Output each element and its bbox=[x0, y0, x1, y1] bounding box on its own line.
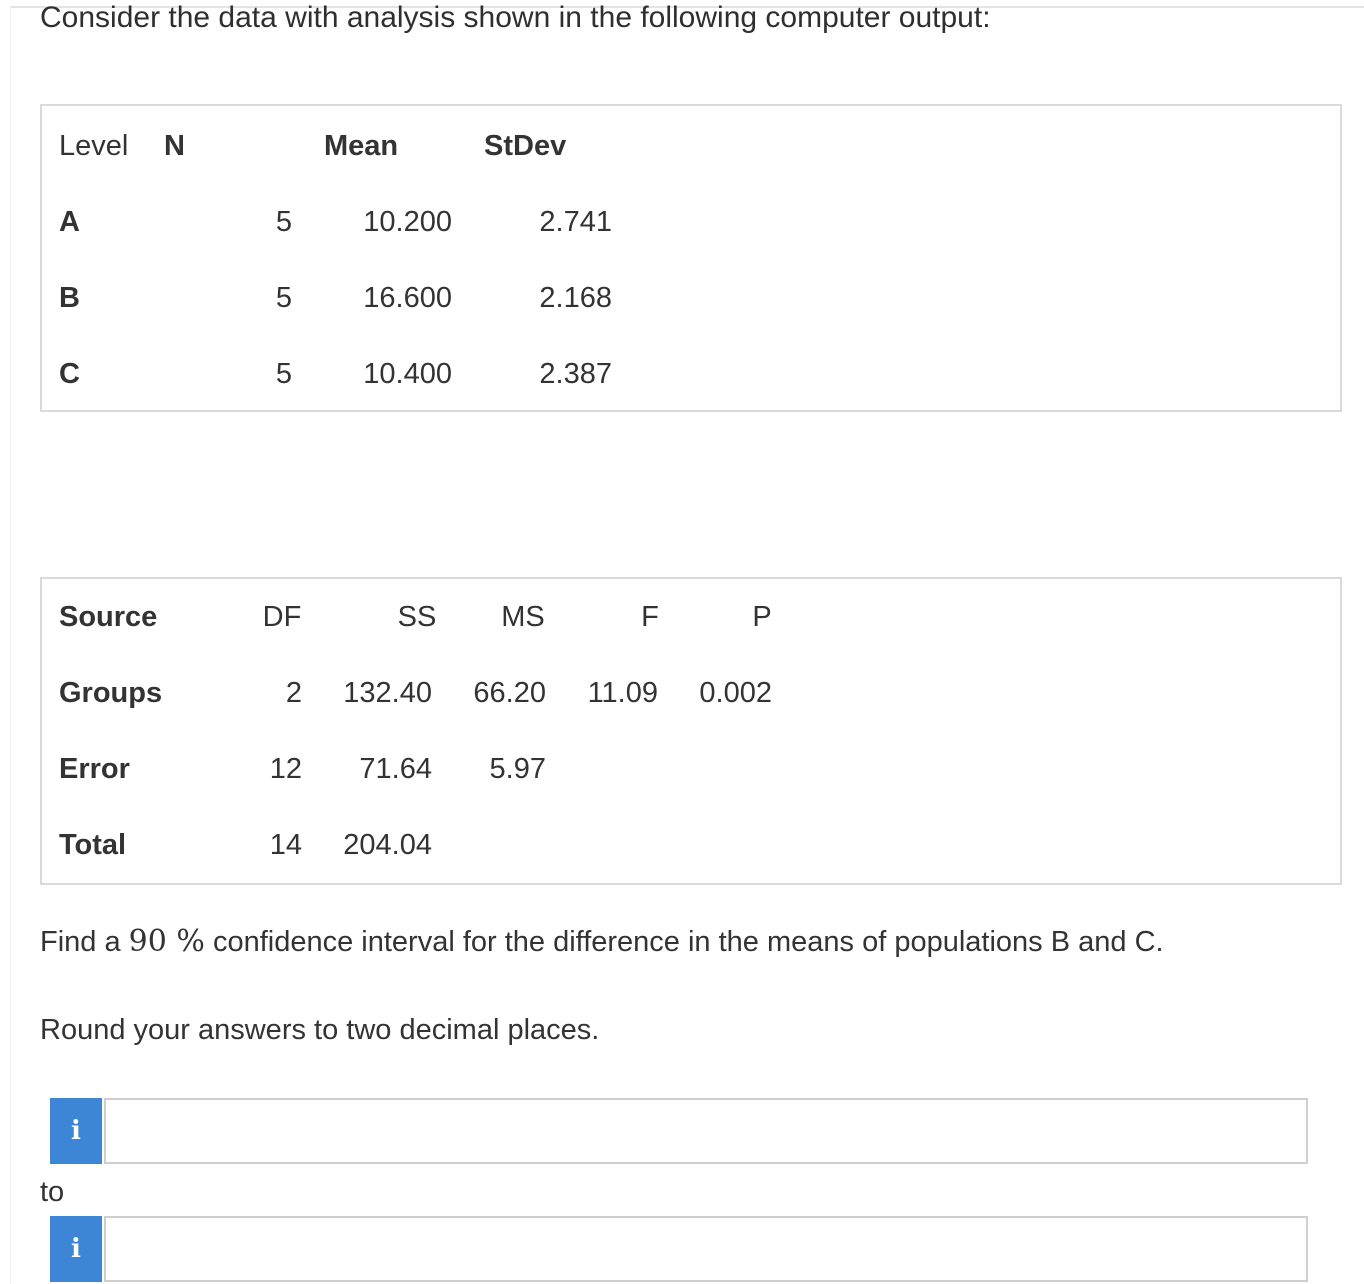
upper-bound-answer-row bbox=[50, 1216, 1308, 1282]
info-icon[interactable]: i bbox=[50, 1098, 102, 1164]
anova-table bbox=[40, 577, 1342, 885]
question-prefix: Find a bbox=[40, 926, 121, 958]
row-c-level: C bbox=[59, 358, 80, 390]
row-error-df: 12 bbox=[269, 753, 302, 785]
row-error-source: Error bbox=[59, 753, 130, 785]
row-groups-f: 11.09 bbox=[587, 677, 658, 709]
header-level: Level bbox=[59, 130, 129, 162]
confidence-level: 90 % bbox=[128, 924, 205, 959]
row-error-ms: 5.97 bbox=[489, 753, 546, 785]
header-ms: MS bbox=[501, 601, 545, 633]
row-a-n: 5 bbox=[275, 206, 292, 238]
lower-bound-input[interactable] bbox=[104, 1098, 1308, 1164]
header-ss: SS bbox=[397, 601, 437, 633]
left-divider bbox=[10, 6, 11, 1284]
header-stdev: StDev bbox=[484, 130, 567, 162]
upper-bound-input[interactable] bbox=[104, 1216, 1308, 1282]
header-n: N bbox=[164, 130, 185, 162]
question-text bbox=[40, 922, 1164, 962]
row-a-stdev: 2.741 bbox=[539, 206, 612, 238]
intro-text: Consider the data with analysis shown in the following computer output: bbox=[40, 1, 991, 34]
row-b-n: 5 bbox=[275, 282, 292, 314]
lower-bound-answer-row bbox=[50, 1098, 1308, 1164]
row-groups-ss: 132.40 bbox=[343, 677, 432, 709]
row-c-n: 5 bbox=[275, 358, 292, 390]
header-mean: Mean bbox=[324, 130, 399, 162]
row-c-mean: 10.400 bbox=[363, 358, 452, 390]
row-b-mean: 16.600 bbox=[363, 282, 452, 314]
descriptive-stats-table bbox=[40, 104, 1342, 412]
row-c-stdev: 2.387 bbox=[539, 358, 612, 390]
row-a-mean: 10.200 bbox=[363, 206, 452, 238]
row-groups-p: 0.002 bbox=[699, 677, 772, 709]
row-b-level: B bbox=[59, 282, 80, 314]
to-label: to bbox=[40, 1176, 65, 1208]
rounding-instruction: Round your answers to two decimal places. bbox=[40, 1014, 600, 1046]
row-groups-source: Groups bbox=[59, 677, 163, 709]
header-p: P bbox=[752, 601, 772, 633]
row-total-ss: 204.04 bbox=[343, 829, 432, 861]
row-groups-df: 2 bbox=[285, 677, 302, 709]
header-source: Source bbox=[59, 601, 158, 633]
question-suffix: confidence interval for the difference in the means of populations B and C. bbox=[212, 926, 1164, 958]
header-f: F bbox=[641, 601, 659, 633]
row-total-df: 14 bbox=[269, 829, 302, 861]
row-a-level: A bbox=[59, 206, 80, 238]
row-groups-ms: 66.20 bbox=[473, 677, 546, 709]
row-b-stdev: 2.168 bbox=[539, 282, 612, 314]
header-df: DF bbox=[262, 601, 302, 633]
row-error-ss: 71.64 bbox=[359, 753, 432, 785]
info-icon[interactable]: i bbox=[50, 1216, 102, 1282]
row-total-source: Total bbox=[59, 829, 127, 861]
